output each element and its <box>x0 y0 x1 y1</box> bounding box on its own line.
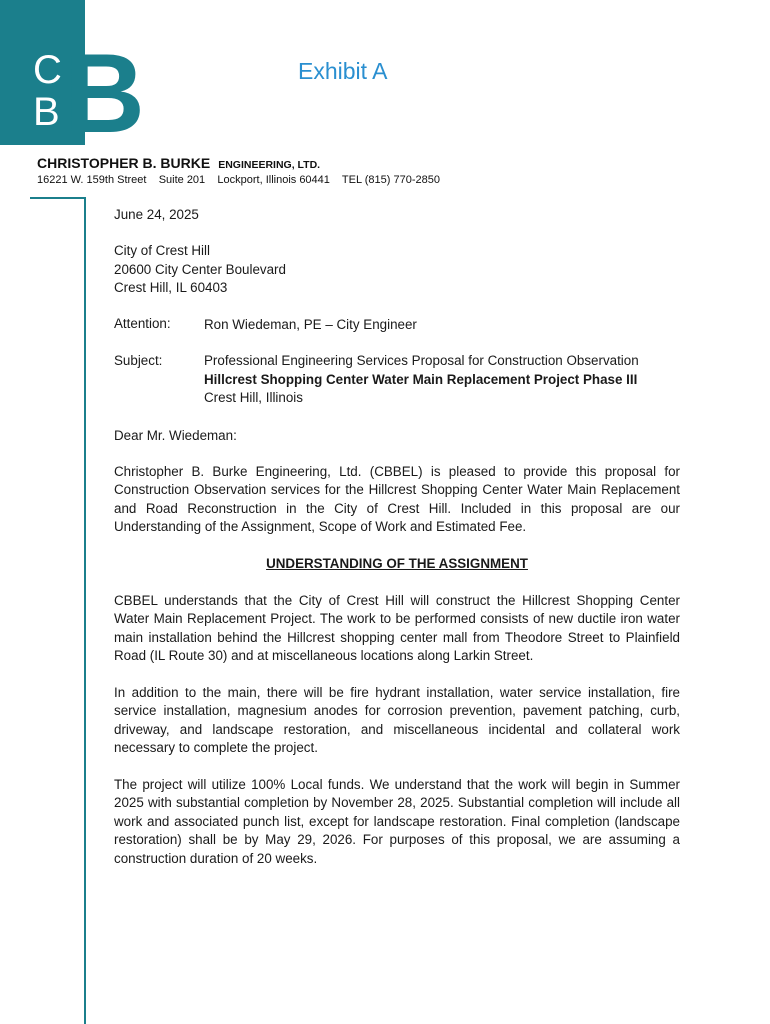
recipient-line-3: Crest Hill, IL 60403 <box>114 280 228 295</box>
logo-letter-c: C <box>33 48 62 92</box>
exhibit-title: Exhibit A <box>298 58 388 84</box>
firm-name-main: CHRISTOPHER B. BURKE <box>37 155 211 171</box>
firm-address: 16221 W. 159th Street Suite 201 Lockport, Illinois 60441 TEL (815) 770-2850 <box>37 174 440 186</box>
subject-line-2: Hillcrest Shopping Center Water Main Replacement Project Phase III <box>204 372 638 387</box>
logo-letter-b-small: B <box>33 90 60 134</box>
paragraph-3: The project will utilize 100% Local funds. We understand that the work will begin in Summer 2025 with substantial completion by November 28, 2025. Substantial completion will include all work and associated punch list, except for landscape restoration. Final completion (landscape restoration) shall be by May 29, 2026. For purposes of this proposal, we are assuming a construction duration of 20 weeks. <box>114 777 680 866</box>
subject-line-3: Crest Hill, Illinois <box>204 390 303 405</box>
letter-date: June 24, 2025 <box>114 207 199 222</box>
intro-paragraph: Christopher B. Burke Engineering, Ltd. (CBBEL) is pleased to provide this proposal for Construction Observation services for the Hillcrest Shopping Center Water Main Replacement and Road Reconstruction in the City of Crest Hill. Included in this proposal are our Understanding of the Assignment, Scope of Work and Estimated Fee. <box>114 464 680 535</box>
subject-label: Subject: <box>114 353 163 368</box>
recipient-line-1: City of Crest Hill <box>114 243 210 258</box>
recipient-line-2: 20600 City Center Boulevard <box>114 262 286 277</box>
header-divider <box>30 197 86 199</box>
margin-rule <box>84 197 86 1024</box>
logo-letter-b-large: B <box>64 31 145 156</box>
salutation: Dear Mr. Wiedeman: <box>114 428 237 443</box>
attention-label: Attention: <box>114 316 171 331</box>
paragraph-1: CBBEL understands that the City of Crest Hill will construct the Hillcrest Shopping Center Water Main Replacement Project. The work to be performed consists of new ductile iron water main installation behind the Hillcrest shopping center mall from Theodore Street to Plainfield Road (IL Route 30) and at miscellaneous locations along Larkin Street. <box>114 593 680 664</box>
section-heading: UNDERSTANDING OF THE ASSIGNMENT <box>266 556 528 571</box>
firm-name <box>37 155 320 171</box>
attention-value: Ron Wiedeman, PE – City Engineer <box>204 317 417 332</box>
paragraph-2: In addition to the main, there will be fire hydrant installation, water service installation, fire service installation, magnesium anodes for corrosion prevention, pavement patching, curb, driveway, and landscape restoration, and miscellaneous incidental and collateral work necessary to complete the project. <box>114 685 680 756</box>
subject-line-1: Professional Engineering Services Proposal for Construction Observation <box>204 353 639 368</box>
firm-name-suffix: ENGINEERING, LTD. <box>218 159 321 171</box>
